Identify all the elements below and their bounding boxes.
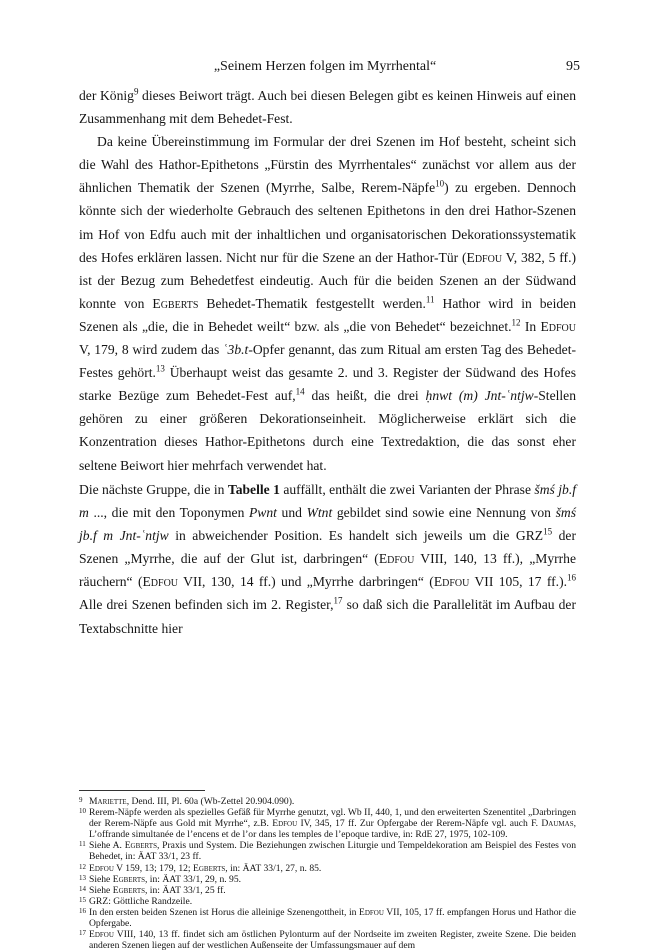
text-run: In	[520, 318, 541, 334]
footnote-number: 9	[79, 796, 83, 804]
paragraph	[79, 478, 576, 640]
small-caps-name: Egberts	[124, 840, 157, 852]
text-run: V, 382, 5 ff.) ist der Bezug zum Behedetfest eindeutig. Auch für die beiden Szenen an der Südwand konnte von	[79, 249, 577, 311]
small-caps-name: Edfou	[378, 551, 415, 567]
text-run: V, 179, 8 wird zudem das	[79, 342, 224, 358]
footnote-number: 11	[79, 840, 86, 849]
footnotes	[79, 796, 576, 951]
italic-text: ʿ3b.t	[223, 342, 249, 358]
footnote-number: 13	[79, 873, 86, 882]
text-run: Überhaupt weist das gesamte 2. und 3. Register der Südwand des Hofes starke Bezüge zum Behedet-Fest auf,	[79, 365, 576, 404]
footnote	[79, 807, 576, 840]
running-title: „Seinem Herzen folgen im Myrrhental“	[213, 59, 437, 74]
footnote-number: 10	[79, 807, 86, 816]
footnote-rule	[79, 790, 205, 791]
text-run: Siehe	[89, 873, 113, 885]
text-run: auffällt, enthält die zwei Varianten der Phrase	[279, 482, 535, 497]
text-run: Siehe	[89, 884, 113, 896]
footnote-number: 12	[79, 862, 86, 871]
text-run: , in: ÄAT 33/1, 27, n. 85.	[225, 862, 322, 874]
text-run: der Szenen „Myrrhe, die auf der Glut ist, darbringen“ (	[79, 528, 576, 567]
text-run: , Dend. III, Pl. 60a (Wb-Zettel 20.904.090).	[126, 796, 295, 807]
text-run: , L’offrande simultanée de l’encens et de l’or dans les temples de l’epoque tardive, in: RdE 27, 1975, 102-109.	[89, 818, 576, 841]
text-run: Da keine Übereinstimmung im Formular der drei Szenen im Hof besteht, scheint sich die Wahl des Hathor-Epithetons „Fürstin des Myrrhentales“ zunächst vor allem aus der ähnlichen Thematik der Szenen (Myrrhe, Salbe, Rerem-Näpfe	[79, 134, 576, 196]
footnote	[79, 885, 576, 896]
text-run: VIII, 140, 13 ff. findet sich am östlichen Pylonturm auf der Nordseite im zweiten Register, zweite Szene. Die beiden anderen Szenen liegen auf der westlichen Außenseite der Umfassungsmauer auf dem	[89, 929, 576, 951]
text-run: IV, 345, 17 ff. Zur Opfergabe der Rerem-Näpfe vgl. auch F.	[297, 818, 542, 830]
footnote-number: 17	[79, 929, 86, 938]
small-caps-name: Mariette	[89, 796, 127, 807]
small-caps-name: Egberts	[193, 862, 226, 874]
footnote-ref: 17	[333, 595, 343, 606]
text-run: Rerem-Näpfe werden als spezielles Gefäß für Myrrhe genutzt, vgl. Wb II, 440, 1, und den erweiterten Szenentitel „Darbringen der Rerem-Näpfe aus Gold mit Myrrhe“, z.B.	[89, 807, 576, 830]
small-caps-name: Edfou	[466, 249, 503, 265]
footnote-number: 14	[79, 884, 86, 893]
footnote	[79, 929, 576, 951]
text-run: Siehe A.	[89, 840, 125, 852]
footnote-ref: 16	[567, 572, 576, 583]
small-caps-name: Edfou	[89, 862, 114, 874]
text-run: dieses Beiwort trägt. Auch bei diesen Belegen gibt es keinen Hinweis auf einen Zusammenhang mit dem Behedet-Fest.	[79, 88, 576, 127]
small-caps-name: Edfou	[272, 818, 298, 830]
text-run: ) zu ergeben. Dennoch könnte sich der wiederholte Gebrauch des seltenen Epithetons in den drei Hathor-Szenen im Hof von Edfu auch mit der inhaltlichen und organisatorischen Dekorationssystematik des Hofes erklären lassen. Nicht nur für die Szene an der Hathor-Tür (	[79, 180, 577, 265]
text-run: Behedet-Thematik festgestellt werden.	[198, 295, 426, 311]
body-text-lower	[79, 478, 576, 640]
text-run: VII, 105, 17 ff. empfangen Horus und Hathor die Opfergabe.	[89, 906, 576, 930]
text-run: der König	[79, 88, 134, 103]
footnote-ref: 10	[435, 178, 445, 189]
text-run: das heißt, die drei	[304, 388, 426, 404]
small-caps-name: Edfou	[433, 574, 470, 590]
page-number: 95	[566, 59, 580, 74]
italic-text: Wtnt	[306, 505, 333, 521]
paragraph	[79, 130, 576, 476]
text-run: , in: ÄAT 33/1, 25 ff.	[145, 884, 226, 896]
small-caps-name: Egberts	[152, 295, 199, 311]
text-run: -Opfer genannt, das zum Ritual am ersten Tag des Behedet-Festes gehört.	[79, 342, 576, 381]
footnote-ref: 9	[133, 86, 139, 97]
footnote	[79, 796, 576, 807]
italic-text: ḥnwt (m) Jnt-ʿntjw	[425, 388, 534, 404]
text-run: Hathor wird in beiden Szenen als „die, die in Behedet weilt“ bzw. als „die von Behedet“ bezeichnet.	[79, 295, 576, 334]
footnote-number: 16	[79, 906, 86, 915]
footnote	[79, 874, 576, 885]
text-run: In den ersten beiden Szenen ist Horus die alleinige Szenengottheit, in	[89, 906, 359, 918]
text-run: VII 105, 17 ff.).	[469, 574, 567, 590]
text-run: VIII, 140, 13 ff.), „Myrrhe räuchern“ (	[79, 551, 576, 590]
small-caps-name: Edfou	[89, 929, 114, 941]
text-run: ..., die mit den Toponymen	[88, 505, 249, 521]
italic-text: šmś jb.f m	[79, 482, 576, 521]
text-run: GRZ: Göttliche Randzeile.	[89, 895, 193, 907]
footnote-number: 15	[79, 895, 86, 904]
footnote-ref: 11	[425, 294, 435, 305]
small-caps-name: Daumas	[541, 818, 574, 830]
footnote	[79, 863, 576, 874]
footnote-ref: 13	[155, 363, 165, 374]
small-caps-name: Egberts	[112, 873, 145, 885]
text-run: Die nächste Gruppe, die in	[79, 482, 228, 497]
footnote	[79, 840, 576, 862]
small-caps-name: Edfou	[358, 906, 384, 918]
paragraph	[79, 84, 576, 130]
body-text-upper	[79, 84, 576, 477]
bold-text: Tabelle 1	[227, 482, 280, 497]
footnote-ref: 15	[543, 526, 553, 537]
footnote-ref: 12	[511, 317, 521, 328]
small-caps-name: Edfou	[540, 318, 576, 334]
footnote-ref: 14	[295, 386, 305, 397]
small-caps-name: Egberts	[112, 884, 145, 896]
text-run: , in: ÄAT 33/1, 29, n. 95.	[145, 873, 242, 885]
text-run: gebildet sind sowie eine Nennung von	[332, 505, 556, 521]
text-run: in abweichender Position. Es handelt sich jeweils um die GRZ	[168, 528, 544, 544]
text-run: VII, 130, 14 ff.) und „Myrrhe darbringen“ (	[178, 574, 434, 590]
text-run: Alle drei Szenen befinden sich im 2. Register,	[79, 597, 334, 613]
text-run: V 159, 13; 179, 12;	[113, 862, 193, 874]
italic-text: šmś jb.f m Jnt-ʿntjw	[79, 505, 576, 544]
small-caps-name: Edfou	[142, 574, 179, 590]
text-run: , Praxis und System. Die Beziehungen zwischen Liturgie und Tempeldekoration am Beispiel des Festes von Behedet, in: ÄAT 33/1, 23 ff.	[89, 840, 576, 863]
footnote	[79, 896, 576, 907]
italic-text: Pwnt	[248, 505, 277, 521]
footnote	[79, 907, 576, 929]
text-run: so daß sich die Parallelität im Aufbau der Textabschnitte hier	[79, 597, 576, 636]
text-run: -Stellen gehören zu einer größeren Dekorationseinheit. Möglicherweise erklärt sich die Konzentration dieses Hathor-Epithetons durch eine Textredaktion, die das sonst eher seltene Beiwort hier mehrfach verwendet hat.	[79, 388, 577, 473]
text-run: und	[276, 505, 307, 521]
